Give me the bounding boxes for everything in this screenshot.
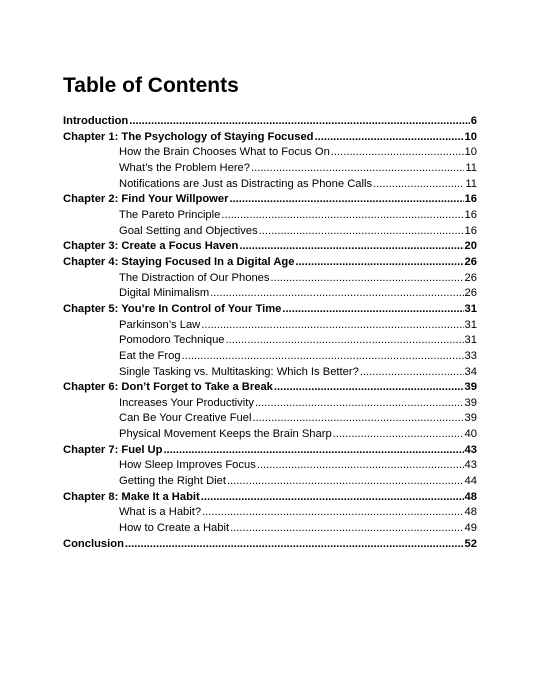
- toc-entry-section[interactable]: [63, 208, 477, 224]
- dot-leader: [229, 192, 463, 208]
- dot-leader: [255, 396, 464, 412]
- toc-entry-page-number: 11: [465, 177, 477, 190]
- toc-entry-page-number: 52: [464, 537, 477, 550]
- toc-entry-chapter[interactable]: [63, 490, 477, 506]
- toc-entry-label: Can Be Your Creative Fuel: [119, 412, 252, 425]
- dot-leader: [182, 349, 464, 365]
- toc-entry-page-number: 31: [464, 302, 477, 315]
- toc-entry-page-number: 34: [464, 365, 477, 378]
- toc-entry-label: Chapter 7: Fuel Up: [63, 443, 163, 456]
- toc-entry-label: Chapter 8: Make It a Habit: [63, 490, 200, 503]
- toc-entry-section[interactable]: [63, 427, 477, 443]
- toc-entry-page-number: 10: [464, 130, 477, 143]
- toc-entry-page-number: 44: [464, 475, 477, 488]
- dot-leader: [221, 208, 463, 224]
- dot-leader: [226, 333, 464, 349]
- toc-entry-section[interactable]: [63, 505, 477, 521]
- toc-entry-page-number: 16: [464, 193, 477, 206]
- dot-leader: [202, 505, 463, 521]
- toc-entry-label: Goal Setting and Objectives: [119, 224, 258, 237]
- toc-entry-section[interactable]: [63, 396, 477, 412]
- dot-leader: [252, 411, 463, 427]
- toc-entry-page-number: 39: [464, 381, 477, 394]
- toc-entry-label: Parkinson’s Law: [119, 318, 201, 331]
- toc-entry-section[interactable]: [63, 145, 477, 161]
- toc-entry-section[interactable]: [63, 161, 477, 177]
- toc-entry-chapter[interactable]: [63, 380, 477, 396]
- toc-entry-chapter[interactable]: [63, 130, 477, 146]
- toc-entry-page-number: 48: [464, 490, 477, 503]
- toc-entry-page-number: 26: [464, 255, 477, 268]
- dot-leader: [230, 521, 463, 537]
- dot-leader: [227, 474, 464, 490]
- dot-leader: [201, 318, 463, 334]
- dot-leader: [259, 224, 464, 240]
- toc-entry-label: Chapter 3: Create a Focus Haven: [63, 240, 239, 253]
- dot-leader: [274, 380, 464, 396]
- toc-entry-chapter[interactable]: [63, 537, 477, 553]
- dot-leader: [315, 130, 464, 146]
- toc-entry-page-number: 26: [464, 287, 477, 300]
- toc-entry-section[interactable]: [63, 271, 477, 287]
- toc-entry-section[interactable]: [63, 286, 477, 302]
- toc-entry-label: Single Tasking vs. Multitasking: Which Is Better?: [119, 365, 359, 378]
- toc-entry-page-number: 31: [464, 318, 477, 331]
- toc-entry-label: The Pareto Principle: [119, 208, 221, 221]
- toc-entry-label: What is a Habit?: [119, 506, 202, 519]
- toc-entry-chapter[interactable]: [63, 255, 477, 271]
- dot-leader: [270, 271, 463, 287]
- dot-leader: [282, 302, 463, 318]
- toc-entry-page-number: 49: [464, 522, 477, 535]
- toc-entry-label: Getting the Right Diet: [119, 475, 226, 488]
- dot-leader: [360, 365, 464, 381]
- toc-entry-label: Conclusion: [63, 537, 124, 550]
- toc-entry-page-number: 48: [464, 506, 477, 519]
- toc-entry-chapter[interactable]: [63, 192, 477, 208]
- toc-entry-section[interactable]: [63, 177, 477, 193]
- dot-leader: [257, 458, 464, 474]
- toc-entry-page-number: 43: [464, 443, 477, 456]
- toc-entry-label: Chapter 1: The Psychology of Staying Focused: [63, 130, 314, 143]
- toc-entry-label: How the Brain Chooses What to Focus On: [119, 146, 330, 159]
- dot-leader: [251, 161, 464, 177]
- toc-entry-page-number: 16: [464, 224, 477, 237]
- page-title: Table of Contents: [63, 74, 239, 97]
- toc-entry-page-number: 40: [464, 428, 477, 441]
- dot-leader: [239, 239, 463, 255]
- toc-entry-label: Chapter 2: Find Your Willpower: [63, 193, 229, 206]
- toc-entry-page-number: 11: [465, 161, 477, 174]
- toc-entry-page-number: 31: [464, 334, 477, 347]
- toc-entry-section[interactable]: [63, 411, 477, 427]
- toc-entry-chapter[interactable]: [63, 114, 477, 130]
- dot-leader: [210, 286, 463, 302]
- toc-entry-section[interactable]: [63, 458, 477, 474]
- dot-leader: [201, 490, 464, 506]
- dot-leader: [333, 427, 464, 443]
- toc-entry-section[interactable]: [63, 365, 477, 381]
- toc-entry-label: Chapter 5: You’re In Control of Your Time: [63, 302, 282, 315]
- toc-entry-section[interactable]: [63, 474, 477, 490]
- dot-leader: [129, 114, 470, 130]
- toc-entry-chapter[interactable]: [63, 443, 477, 459]
- toc-entry-section[interactable]: [63, 333, 477, 349]
- toc-entry-label: Eat the Frog: [119, 349, 181, 362]
- dot-leader: [331, 145, 464, 161]
- toc-entry-label: Digital Minimalism: [119, 287, 210, 300]
- toc-entry-chapter[interactable]: [63, 239, 477, 255]
- toc-entry-page-number: 10: [464, 146, 477, 159]
- toc-entry-label: How to Create a Habit: [119, 522, 230, 535]
- dot-leader: [295, 255, 463, 271]
- toc-entry-page-number: 39: [464, 396, 477, 409]
- toc-entry-label: Notifications are Just as Distracting as Phone Calls: [119, 177, 373, 190]
- toc-entry-label: Physical Movement Keeps the Brain Sharp: [119, 428, 332, 441]
- toc-entry-page-number: 20: [464, 240, 477, 253]
- toc-entry-page-number: 33: [464, 349, 477, 362]
- dot-leader: [373, 177, 464, 193]
- toc-entry-section[interactable]: [63, 521, 477, 537]
- toc-entry-label: How Sleep Improves Focus: [119, 459, 256, 472]
- toc-entry-label: Chapter 6: Don’t Forget to Take a Break: [63, 381, 273, 394]
- toc-entry-label: Increases Your Productivity: [119, 396, 254, 409]
- table-of-contents: [63, 114, 477, 552]
- toc-entry-label: Introduction: [63, 115, 129, 127]
- toc-entry-label: The Distraction of Our Phones: [119, 271, 270, 284]
- toc-entry-chapter[interactable]: [63, 302, 477, 318]
- toc-entry-page-number: 39: [464, 412, 477, 425]
- toc-entry-page-number: 16: [464, 208, 477, 221]
- dot-leader: [163, 443, 463, 459]
- toc-entry-section[interactable]: [63, 349, 477, 365]
- toc-entry-page-number: 6: [470, 115, 477, 127]
- toc-entry-page-number: 43: [464, 459, 477, 472]
- toc-entry-page-number: 26: [464, 271, 477, 284]
- toc-entry-section[interactable]: [63, 318, 477, 334]
- toc-entry-section[interactable]: [63, 224, 477, 240]
- toc-entry-label: What’s the Problem Here?: [119, 161, 250, 174]
- toc-entry-label: Pomodoro Technique: [119, 334, 225, 347]
- toc-entry-label: Chapter 4: Staying Focused In a Digital Age: [63, 255, 295, 268]
- dot-leader: [125, 537, 464, 553]
